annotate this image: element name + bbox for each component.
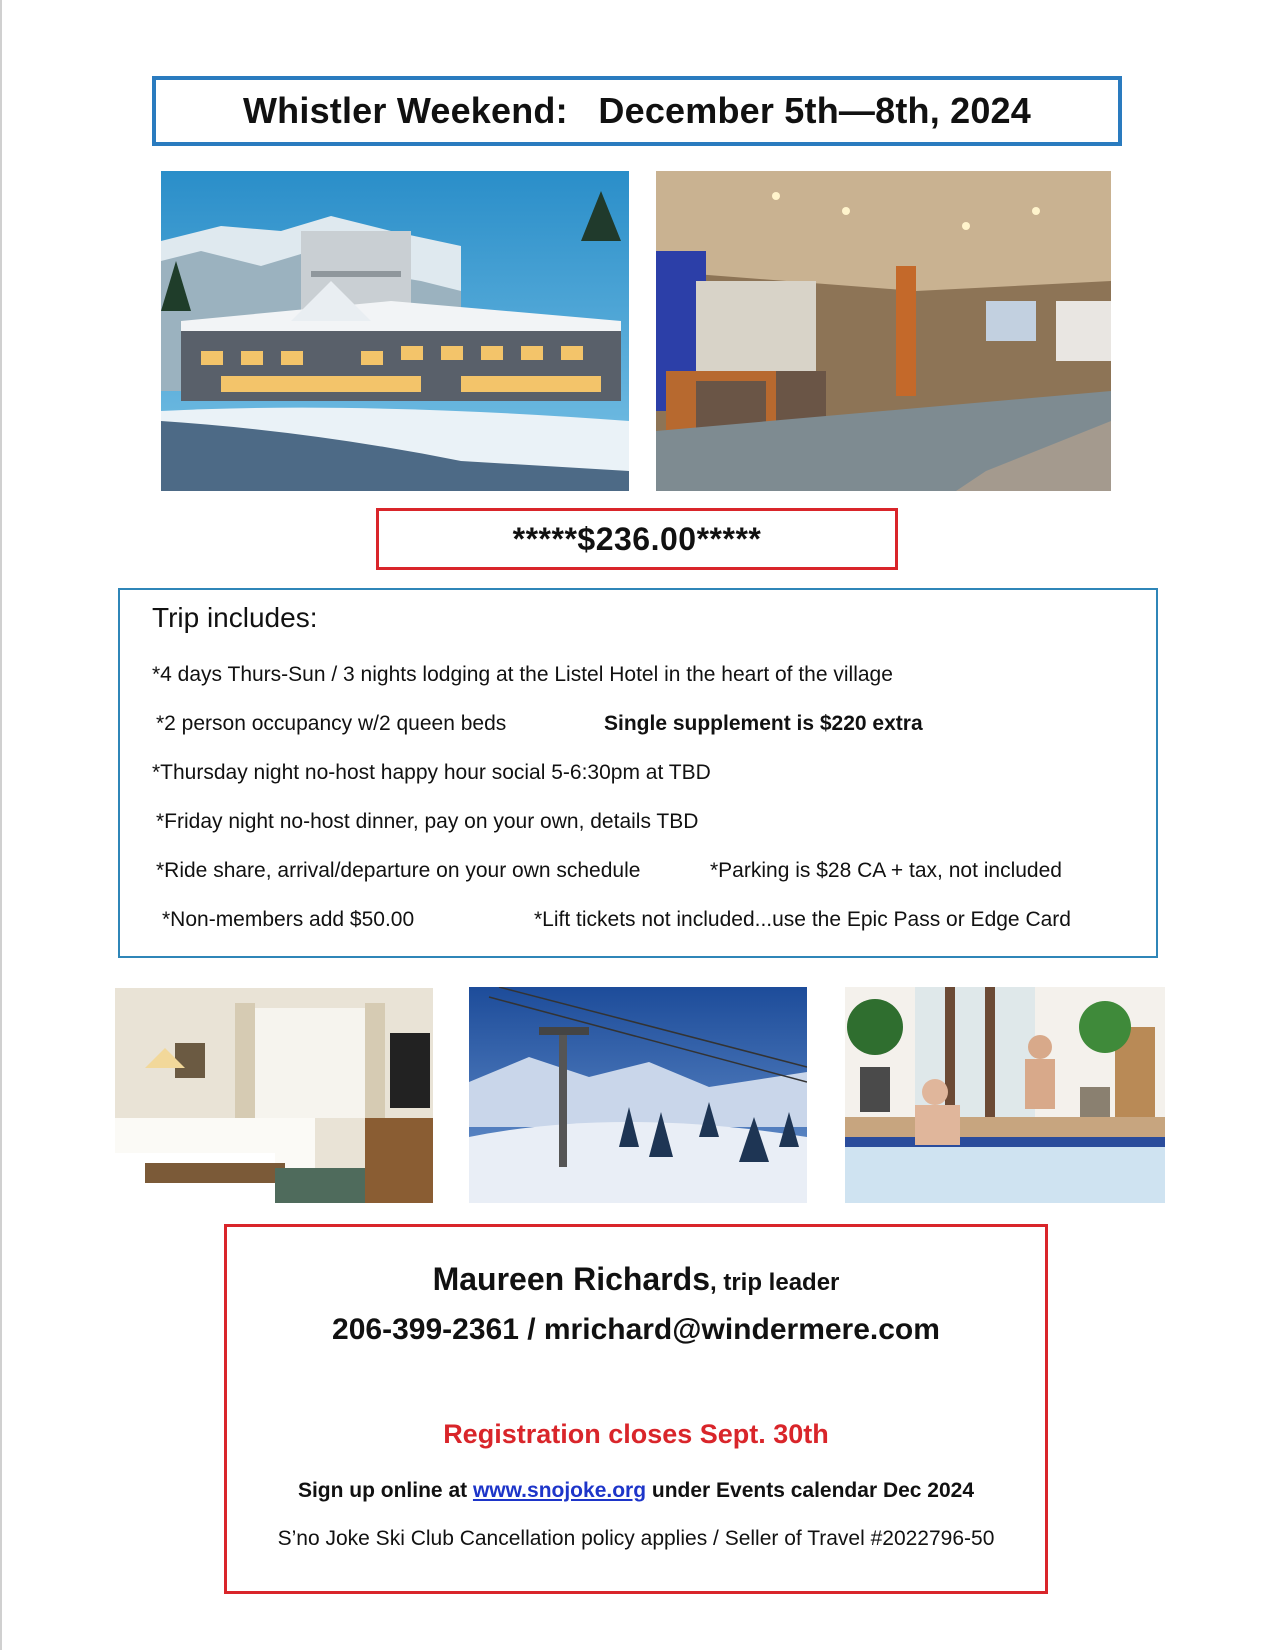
registration-deadline: Registration closes Sept. 30th	[443, 1419, 829, 1449]
hotel-room-photo	[115, 988, 433, 1203]
trip-leader-name: Maureen Richards	[432, 1261, 711, 1297]
trip-includes-box	[118, 588, 1158, 958]
trip-leader-role: , trip leader	[710, 1269, 840, 1296]
hotel-exterior-photo	[161, 171, 629, 491]
include-dinner: *Friday night no-host dinner, pay on your own, details TBD	[156, 810, 699, 833]
signup-prefix: Sign up online at	[297, 1479, 473, 1502]
include-lift-tickets: *Lift tickets not included...use the Epic Pass or Edge Card	[534, 908, 1071, 931]
title-box	[152, 76, 1122, 146]
include-parking: *Parking is $28 CA + tax, not included	[710, 859, 1062, 882]
contact-box	[224, 1224, 1048, 1594]
page-edge-rule	[0, 0, 2, 1650]
include-lodging: *4 days Thurs-Sun / 3 nights lodging at the Listel Hotel in the heart of the village	[152, 663, 893, 686]
trip-price: *****$236.00*****	[512, 520, 762, 557]
ski-lift-photo	[469, 987, 807, 1203]
hot-tub-photo	[845, 987, 1165, 1203]
signup-link[interactable]: www.snojoke.org	[472, 1479, 647, 1502]
include-occupancy: *2 person occupancy w/2 queen beds	[156, 712, 507, 735]
includes-title: Trip includes:	[152, 602, 318, 633]
hotel-lobby-photo	[656, 171, 1111, 491]
trip-leader-line	[227, 1261, 1045, 1298]
include-non-members: *Non-members add $50.00	[162, 908, 415, 931]
include-happy-hour: *Thursday night no-host happy hour social 5-6:30pm at TBD	[152, 761, 711, 784]
signup-line	[227, 1479, 1045, 1503]
page-title: Whistler Weekend: December 5th—8th, 2024	[243, 90, 1031, 131]
signup-suffix: under Events calendar Dec 2024	[646, 1479, 975, 1502]
cancellation-policy: S’no Joke Ski Club Cancellation policy applies / Seller of Travel #2022796-50	[277, 1527, 995, 1550]
include-ride-share: *Ride share, arrival/departure on your own schedule	[156, 859, 641, 882]
price-box	[376, 508, 898, 570]
contact-phone-email: 206-399-2361 / mrichard@windermere.com	[332, 1313, 940, 1346]
include-single-supplement: Single supplement is $220 extra	[604, 712, 923, 735]
